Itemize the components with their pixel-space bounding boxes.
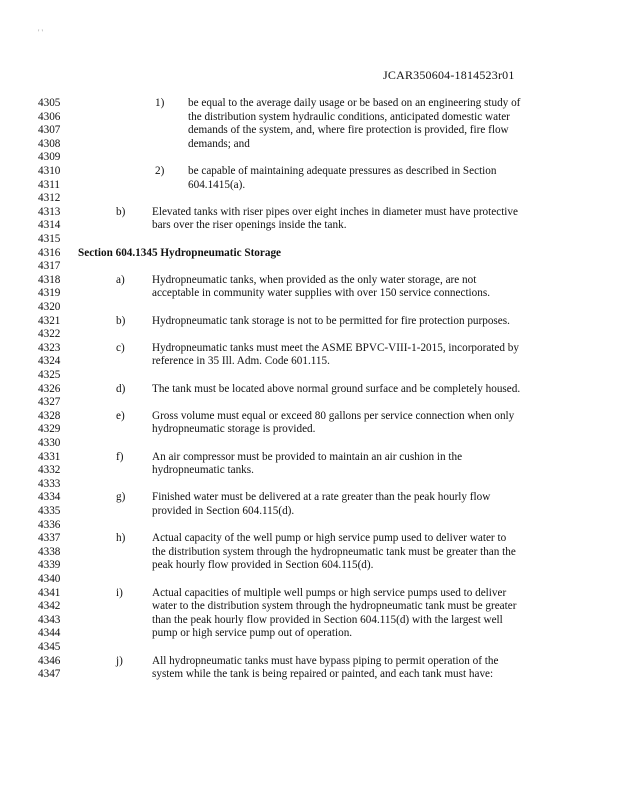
line-number: 4321 (38, 314, 61, 327)
line-text: peak hourly flow provided in Section 604.115(d). (152, 559, 374, 572)
line-row (0, 477, 618, 491)
line-text: Gross volume must equal or exceed 80 gallons per service connection when only (152, 409, 515, 422)
line-number: 4330 (38, 437, 61, 449)
line-number: 4329 (38, 423, 61, 436)
line-row (0, 354, 618, 368)
line-text: demands; and (188, 137, 250, 150)
line-row (0, 504, 618, 518)
line-row (0, 191, 618, 205)
line-text: demands of the system, and, where fire protection is provided, fire flow (188, 124, 509, 137)
line-number: 4339 (38, 559, 61, 572)
line-row (0, 654, 618, 668)
line-row (0, 368, 618, 382)
line-number: 4309 (38, 151, 61, 164)
line-row (0, 286, 618, 300)
line-text: acceptable in community water supplies with over 150 service connections. (152, 287, 491, 300)
item-label: f) (116, 450, 124, 463)
line-row (0, 273, 618, 287)
line-number: 4314 (38, 219, 61, 232)
line-number: 4334 (38, 491, 61, 504)
line-number: 4315 (38, 233, 61, 245)
line-number: 4322 (38, 328, 61, 341)
line-text: bars over the riser openings inside the tank. (152, 219, 347, 232)
line-row (0, 341, 618, 355)
item-label: d) (116, 382, 126, 395)
line-number: 4335 (38, 505, 61, 517)
line-number: 4328 (38, 409, 61, 422)
line-row (0, 463, 618, 477)
line-number: 4331 (38, 450, 61, 463)
line-row (0, 518, 618, 532)
line-row (0, 613, 618, 627)
line-number: 4319 (38, 287, 61, 300)
line-number: 4332 (38, 464, 61, 477)
item-label: j) (116, 654, 123, 667)
line-text: 604.1415(a). (188, 178, 246, 191)
line-number: 4333 (38, 477, 61, 490)
line-row (0, 558, 618, 572)
line-number: 4326 (38, 382, 61, 395)
line-number: 4343 (38, 613, 61, 626)
line-row (0, 232, 618, 246)
item-label: h) (116, 532, 126, 545)
line-number: 4345 (38, 641, 61, 653)
line-row (0, 300, 618, 314)
line-row (0, 123, 618, 137)
line-row (0, 382, 618, 396)
line-text: Actual capacity of the well pump or high service pump used to deliver water to (152, 532, 507, 545)
line-text: the distribution system hydraulic conditions, anticipated domestic water (188, 110, 510, 123)
line-number: 4337 (38, 532, 61, 545)
item-label: e) (116, 409, 125, 422)
document-id-header: JCAR350604-1814523r01 (383, 68, 515, 82)
line-number: 4346 (38, 654, 61, 667)
line-number: 4344 (38, 627, 61, 640)
line-number: 4305 (38, 97, 61, 109)
line-row (0, 640, 618, 654)
line-number: 4340 (38, 573, 61, 585)
line-text: than the peak hourly flow provided in Section 604.115(d) with the largest well (152, 613, 503, 626)
line-row (0, 667, 618, 681)
line-number: 4308 (38, 137, 61, 150)
line-text: provided in Section 604.115(d). (152, 505, 295, 517)
line-text: hydropneumatic storage is provided. (152, 423, 316, 436)
line-row (0, 545, 618, 559)
line-text: water to the distribution system through the hydropneumatic tank must be greater (152, 600, 517, 613)
line-row (0, 150, 618, 164)
line-row (0, 246, 618, 260)
item-label: 1) (155, 97, 165, 109)
line-text: hydropneumatic tanks. (152, 464, 254, 477)
line-number: 4341 (38, 586, 61, 599)
item-label: b) (116, 314, 126, 327)
line-number: 4323 (38, 341, 61, 354)
line-row (0, 436, 618, 450)
line-number: 4313 (38, 205, 61, 218)
line-row (0, 96, 618, 110)
line-number: 4310 (38, 165, 61, 177)
corner-marks: ' ' (38, 28, 43, 37)
line-text: the distribution system through the hydropneumatic tank must be greater than the (152, 545, 516, 558)
line-text: be equal to the average daily usage or be based on an engineering study of (188, 97, 521, 109)
line-text: Actual capacities of multiple well pumps or high service pumps used to deliver (152, 586, 507, 599)
line-row (0, 205, 618, 219)
line-row (0, 218, 618, 232)
item-label: g) (116, 491, 126, 504)
line-text: Hydropneumatic tanks must meet the ASME BPVC-VIII-1-2015, incorporated by (152, 341, 519, 354)
section-title: Section 604.1345 Hydropneumatic Storage (78, 246, 282, 259)
item-label: a) (116, 273, 125, 286)
line-number: 4347 (38, 668, 61, 681)
line-row (0, 422, 618, 436)
line-number: 4317 (38, 260, 61, 273)
line-number: 4306 (38, 110, 61, 123)
item-label: i) (116, 586, 123, 599)
line-text: reference in 35 Ill. Adm. Code 601.115. (152, 355, 330, 368)
line-number: 4307 (38, 124, 61, 137)
line-text: Hydropneumatic tank storage is not to be permitted for fire protection purposes. (152, 314, 510, 327)
line-row (0, 164, 618, 178)
line-text: The tank must be located above normal ground surface and be completely housed. (152, 382, 521, 395)
line-text: system while the tank is being repaired or painted, and each tank must have: (152, 668, 494, 681)
line-row (0, 450, 618, 464)
line-row (0, 626, 618, 640)
line-number: 4342 (38, 600, 61, 613)
line-number: 4324 (38, 355, 61, 368)
line-number: 4311 (38, 178, 60, 191)
line-text: Hydropneumatic tanks, when provided as the only water storage, are not (152, 273, 477, 286)
line-text: All hydropneumatic tanks must have bypass piping to permit operation of the (152, 654, 499, 667)
item-label: c) (116, 341, 125, 354)
line-row (0, 395, 618, 409)
line-number: 4320 (38, 301, 61, 313)
line-number: 4325 (38, 369, 61, 381)
item-label: 2) (155, 165, 165, 177)
line-row (0, 599, 618, 613)
line-row (0, 572, 618, 586)
line-row (0, 490, 618, 504)
line-number: 4336 (38, 518, 61, 531)
line-row (0, 178, 618, 192)
line-row (0, 259, 618, 273)
line-row (0, 137, 618, 151)
line-text: An air compressor must be provided to maintain an air cushion in the (152, 450, 463, 463)
line-number: 4318 (38, 273, 61, 286)
line-number: 4327 (38, 396, 61, 409)
line-text: be capable of maintaining adequate pressures as described in Section (188, 165, 497, 177)
line-number: 4312 (38, 192, 61, 205)
item-label: b) (116, 205, 126, 218)
line-text: pump or high service pump out of operation. (152, 627, 353, 640)
line-text: Elevated tanks with riser pipes over eight inches in diameter must have protective (152, 205, 518, 218)
line-row (0, 531, 618, 545)
line-row (0, 110, 618, 124)
line-row (0, 327, 618, 341)
line-row (0, 586, 618, 600)
line-text: Finished water must be delivered at a rate greater than the peak hourly flow (152, 491, 491, 504)
line-number: 4338 (38, 545, 61, 558)
line-row (0, 409, 618, 423)
line-row (0, 314, 618, 328)
line-number: 4316 (38, 246, 61, 259)
